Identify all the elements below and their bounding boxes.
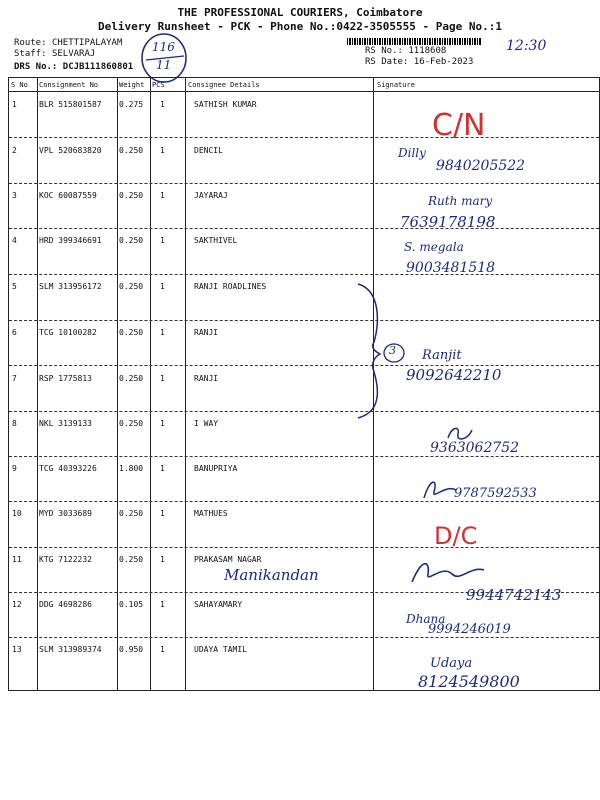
cell-consignee: JAYARAJ — [194, 191, 228, 200]
cell-sno: 8 — [12, 419, 17, 428]
row-separator — [9, 228, 599, 229]
circled-note-bottom: 11 — [156, 58, 172, 72]
rs-date-line — [365, 57, 473, 67]
cell-weight: 0.250 — [119, 509, 144, 518]
header-divider — [9, 91, 599, 92]
signature-11-phone: 9944742143 — [466, 586, 562, 604]
staff-line — [14, 49, 95, 59]
cell-consignment-no: KTG 7122232 — [39, 555, 92, 564]
row-separator — [9, 456, 599, 457]
cell-weight: 0.250 — [119, 328, 144, 337]
signature-1: C/N — [432, 108, 486, 143]
signature-4-name: S. megala — [404, 240, 464, 254]
rs-no-line — [365, 46, 446, 56]
row-separator — [9, 411, 599, 412]
cell-consignee: SATHISH KUMAR — [194, 100, 257, 109]
cell-weight: 0.250 — [119, 236, 144, 245]
cell-consignee: BANUPRIYA — [194, 464, 238, 473]
staff-value: SELVARAJ — [51, 49, 96, 59]
cell-sno: 3 — [12, 191, 17, 200]
drs-line — [14, 62, 133, 72]
route-value: CHETTIPALAYAM — [51, 38, 123, 48]
col-header-consignee: Consignee Details — [188, 81, 260, 89]
signature-13-name: Udaya — [430, 656, 473, 671]
signature-12-name: Dhana — [406, 612, 446, 626]
cell-pcs: 1 — [160, 600, 165, 609]
cell-weight: 0.250 — [119, 282, 144, 291]
group-count: 3 — [389, 344, 396, 357]
cell-pcs: 1 — [160, 236, 165, 245]
row-separator — [9, 637, 599, 638]
signature-10: D/C — [434, 522, 478, 550]
cell-weight: 0.250 — [119, 419, 144, 428]
cell-consignment-no: BLR 515801587 — [39, 100, 102, 109]
cell-consignment-no: TCG 10100282 — [39, 328, 97, 337]
row-separator — [9, 320, 599, 321]
row-separator — [9, 137, 599, 138]
signature-4-phone: 9003481518 — [406, 260, 496, 276]
col-header-weight: Weight — [119, 81, 145, 89]
cell-consignee: RANJI — [194, 374, 219, 383]
drs-value: DCJB111860801 — [62, 62, 134, 72]
drs-label: DRS No.: — [14, 62, 58, 72]
circled-note-top: 116 — [152, 40, 175, 54]
row-separator — [9, 183, 599, 184]
cell-weight: 0.250 — [119, 146, 144, 155]
cell-consignee: UDAYA TAMIL — [194, 645, 247, 654]
cell-consignment-no: HRD 399346691 — [39, 236, 102, 245]
cell-consignee: SAHAYAMARY — [194, 600, 243, 609]
signature-8-phone: 9363062752 — [430, 440, 520, 456]
col-header-signature: Signature — [377, 81, 415, 89]
cell-pcs: 1 — [160, 645, 165, 654]
col-divider — [185, 78, 186, 690]
cell-weight: 0.250 — [119, 555, 144, 564]
cell-weight: 0.275 — [119, 100, 144, 109]
signature-3-name: Ruth mary — [428, 194, 493, 208]
cell-sno: 5 — [12, 282, 17, 291]
col-divider — [150, 78, 151, 690]
cell-pcs: 1 — [160, 328, 165, 337]
cell-consignee: RANJI — [194, 328, 219, 337]
rs-no-value: 1118608 — [408, 46, 447, 56]
cell-sno: 10 — [12, 509, 22, 518]
cell-sno: 9 — [12, 464, 17, 473]
signature-11-scribble — [408, 556, 488, 588]
row-separator — [9, 501, 599, 502]
cell-pcs: 1 — [160, 419, 165, 428]
col-divider — [117, 78, 118, 690]
cell-weight: 0.250 — [119, 191, 144, 200]
runsheet-title: THE PROFESSIONAL COURIERS, Coimbatore — [177, 6, 423, 19]
cell-consignee: I WAY — [194, 419, 219, 428]
cell-sno: 12 — [12, 600, 22, 609]
signature-2-name: Dilly — [398, 146, 426, 160]
cell-pcs: 1 — [160, 555, 165, 564]
cell-consignment-no: DDG 4698286 — [39, 600, 92, 609]
cell-sno: 2 — [12, 146, 17, 155]
cell-consignee: RANJI ROADLINES — [194, 282, 267, 291]
signature-7-name: Ranjit — [422, 348, 462, 363]
cell-consignment-no: TCG 40393226 — [39, 464, 97, 473]
cell-weight: 0.950 — [119, 645, 144, 654]
signature-3-phone: 7639178198 — [400, 213, 496, 231]
staff-label: Staff: — [14, 49, 47, 59]
cell-consignment-no: SLM 313989374 — [39, 645, 102, 654]
rs-no-label: RS No.: — [365, 46, 403, 56]
cell-sno: 1 — [12, 100, 17, 109]
cell-sno: 4 — [12, 236, 17, 245]
cell-consignment-no: MYD 3033689 — [39, 509, 92, 518]
col-header-consignment: Consignment No — [39, 81, 99, 89]
cell-consignment-no: SLM 313956172 — [39, 282, 102, 291]
cell-pcs: 1 — [160, 374, 165, 383]
cell-consignee: SAKTHIVEL — [194, 236, 238, 245]
signature-11-note: Manikandan — [224, 566, 319, 584]
row-separator — [9, 274, 599, 275]
cell-consignee: PRAKASAM NAGAR — [194, 555, 262, 564]
route-line — [14, 38, 122, 48]
runsheet-subtitle: Delivery Runsheet - PCK - Phone No.:0422-3505555 - Page No.:1 — [98, 20, 502, 33]
handwritten-time: 12:30 — [506, 38, 547, 54]
cell-consignment-no: NKL 3139133 — [39, 419, 92, 428]
signature-7-phone: 9092642210 — [406, 366, 502, 384]
route-label: Route: — [14, 38, 47, 48]
cell-pcs: 1 — [160, 509, 165, 518]
rs-date-label: RS Date: — [365, 57, 409, 67]
signature-13-phone: 8124549800 — [418, 672, 520, 691]
cell-consignment-no: VPL 520683820 — [39, 146, 102, 155]
cell-pcs: 1 — [160, 146, 165, 155]
cell-pcs: 1 — [160, 191, 165, 200]
signature-12-phone: 9994246019 — [428, 622, 511, 637]
barcode — [347, 38, 482, 45]
cell-pcs: 1 — [160, 464, 165, 473]
cell-consignment-no: KOC 60087559 — [39, 191, 97, 200]
cell-consignment-no: RSP 1775813 — [39, 374, 92, 383]
col-divider — [37, 78, 38, 690]
rs-date-value: 16-Feb-2023 — [413, 57, 474, 67]
cell-weight: 1.800 — [119, 464, 144, 473]
cell-pcs: 1 — [160, 100, 165, 109]
cell-sno: 6 — [12, 328, 17, 337]
signature-9-phone: 9787592533 — [454, 486, 537, 501]
cell-consignee: DENCIL — [194, 146, 223, 155]
cell-sno: 13 — [12, 645, 22, 654]
row-separator — [9, 547, 599, 548]
signature-2-phone: 9840205522 — [436, 158, 526, 174]
cell-weight: 0.250 — [119, 374, 144, 383]
cell-pcs: 1 — [160, 282, 165, 291]
col-header-sno: S No — [11, 81, 28, 89]
cell-sno: 7 — [12, 374, 17, 383]
col-header-pcs: PCS — [152, 81, 165, 89]
cell-sno: 11 — [12, 555, 22, 564]
cell-weight: 0.105 — [119, 600, 144, 609]
row-separator — [9, 365, 599, 366]
cell-consignee: MATHUES — [194, 509, 228, 518]
